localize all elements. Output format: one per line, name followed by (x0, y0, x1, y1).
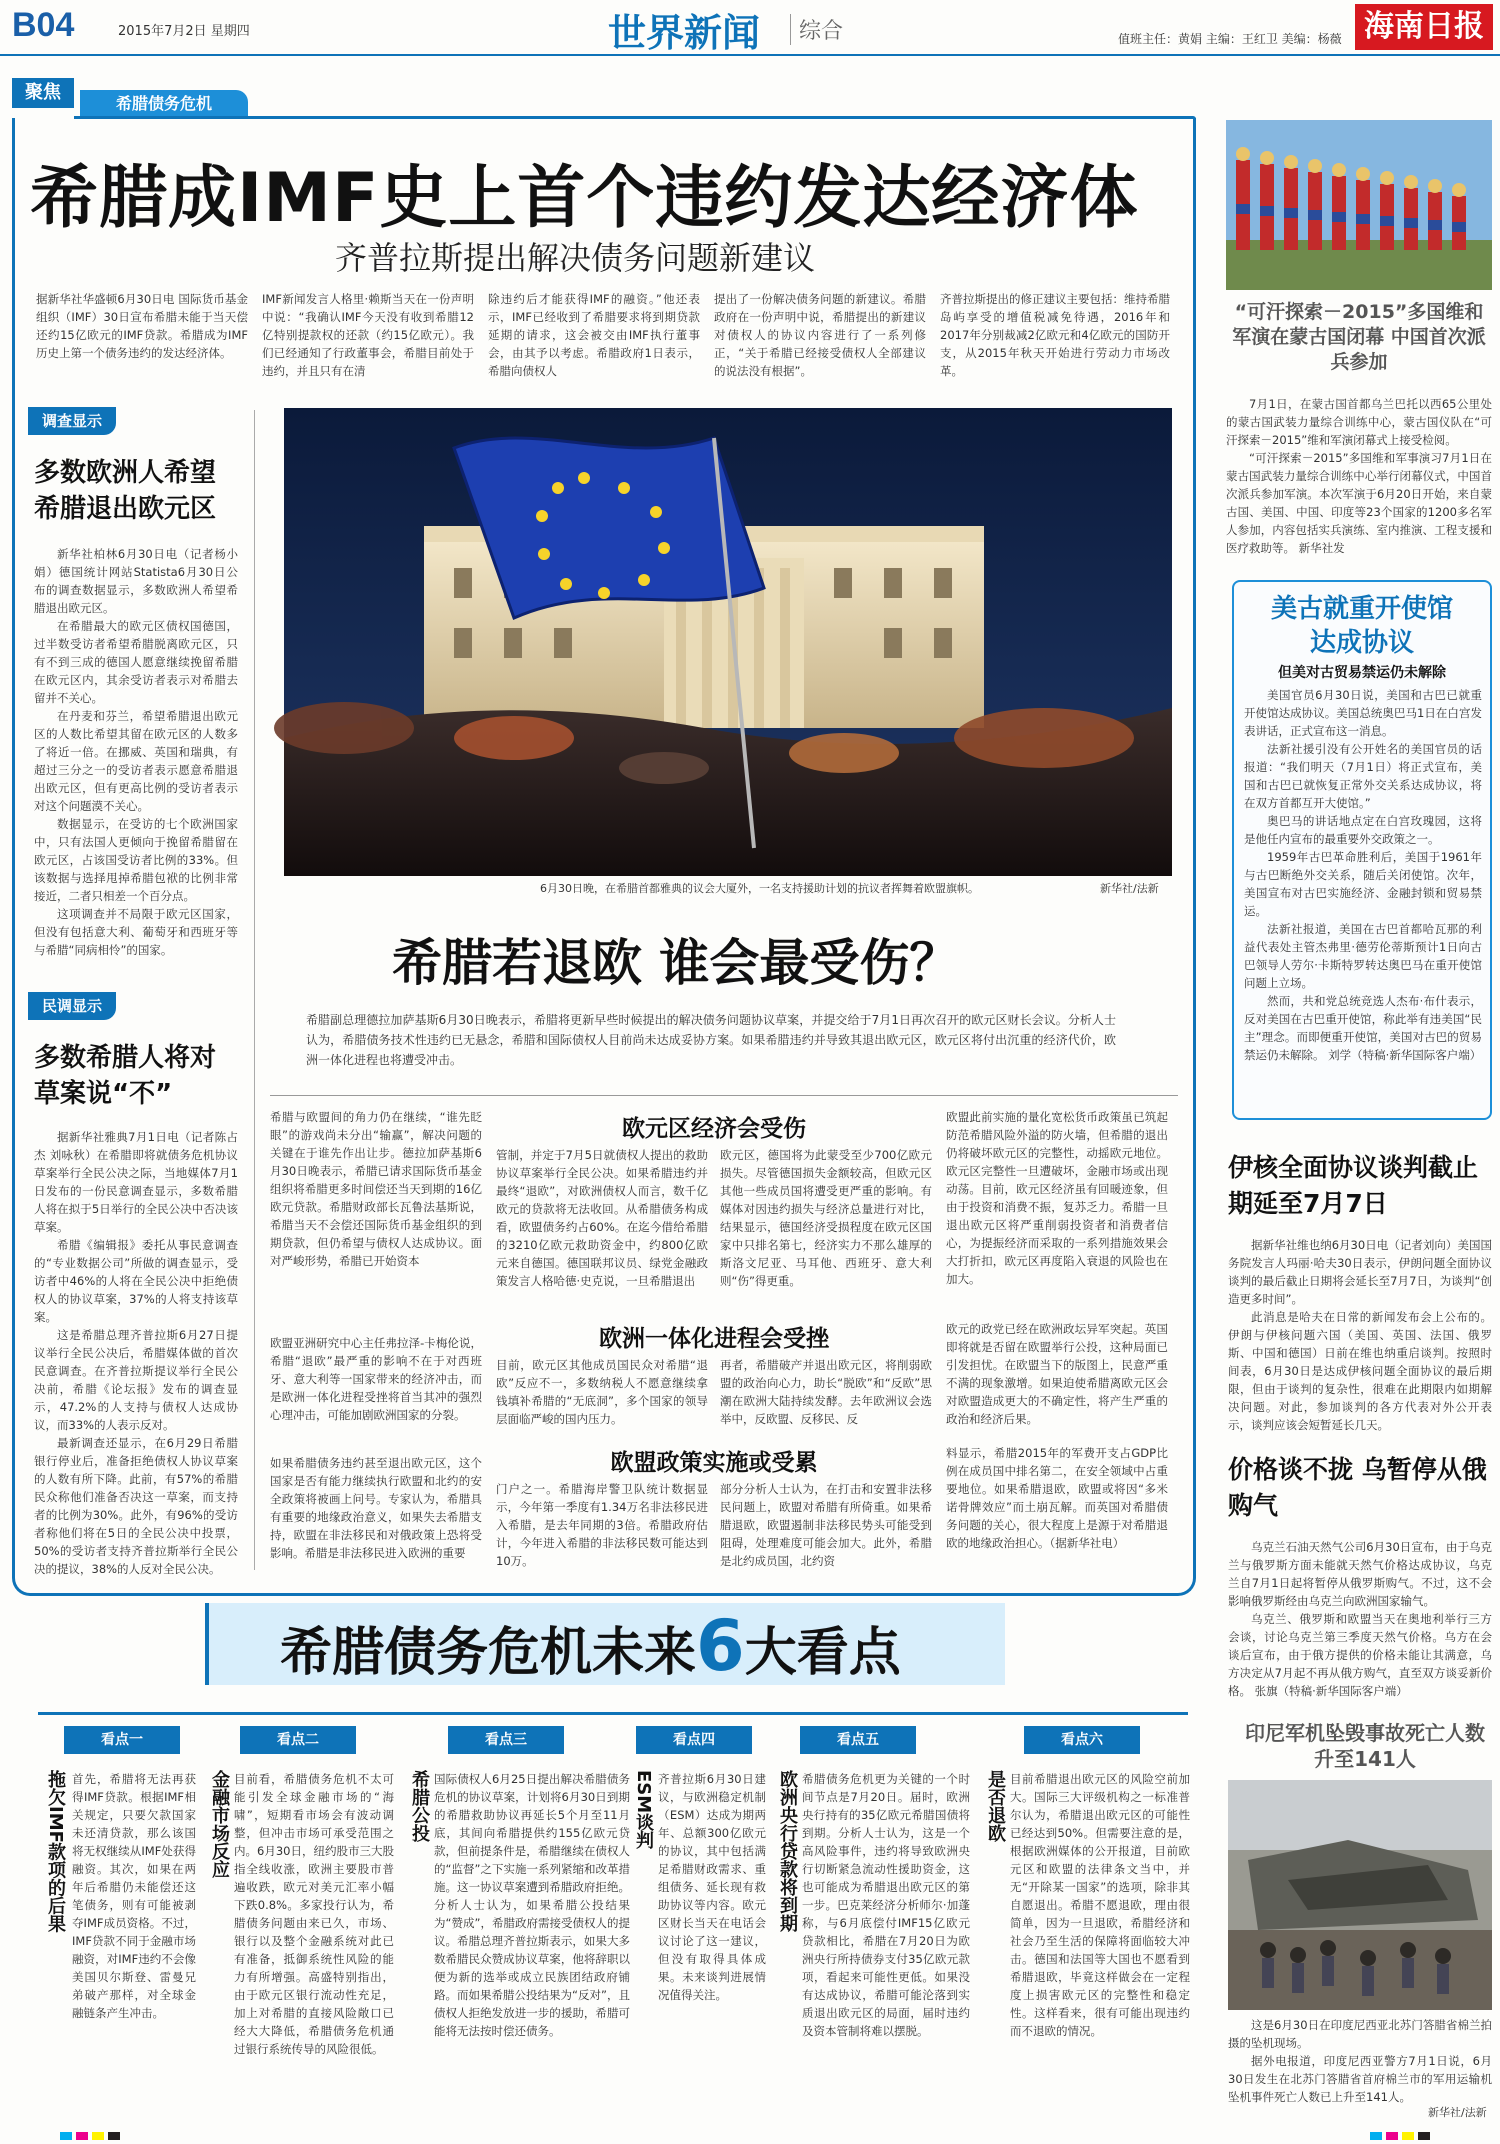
military-parade-photo (1226, 120, 1492, 290)
main-photo-caption: 6月30日晚，在希腊首都雅典的议会大厦外，一名支持援助计划的抗议者挥舞着欧盟旗帜。 (540, 882, 979, 895)
impact-col-3: 欧元区，德国将为此蒙受至少700亿欧元损失。尽管德国损失金额较高，但欧元区其他一些成员国将遭受更严重的影响。有媒体对因违约损失与经济总量进行对比，结果显示，德国经济受损程度在欧元区国家中只排名第七，经济实力不那么雄厚的斯洛文尼亚、马耳他、西班牙、意大利则“伤”得更重。 (720, 1148, 932, 1288)
mongolia-title: “可汗探索－2015”多国维和军演在蒙古国闭幕 中国首次派兵参加 (1232, 301, 1486, 373)
poll-label: 民调显示 (28, 992, 116, 1020)
outlook-title: 希腊债务危机未来6大看点 (280, 1605, 901, 1687)
outlook-point-4-label: 看点四 (636, 1726, 752, 1754)
impact-col-5: 欧盟亚洲研究中心主任弗拉泽-卡梅伦说，希腊“退欧”最严重的影响不在于对西班牙、意大利等一国家带来的经济冲击，而是欧洲一体化进程受挫将首当其冲的强烈心理冲击，可能加剧欧洲国家的分裂。 (270, 1336, 482, 1422)
impact-col-9: 如果希腊债务违约甚至退出欧元区，这个国家是否有能力继续执行欧盟和北约的安全政策将被画上问号。专家认为，希腊具有重要的地缘政治意义，如果失去希腊支持，欧盟在非法移民和对俄政策上恐将受影响。希腊是非法移民进入欧洲的重要 (270, 1456, 482, 1560)
impact-col-11: 部分分析人士认为，在打击和安置非法移民问题上，欧盟对希腊有所倚重。如果希腊退欧，欧盟遏制非法移民势头可能受到阻碍，处理难度可能会加大。此外，希腊是北约成员国，北约资 (720, 1482, 932, 1568)
impact-subhead-3: 欧盟政策实施或受累 (610, 1450, 818, 1476)
intro-col-2: IMF新闻发言人格里·赖斯当天在一份声明中说：“我确认IMF今天没有收到希腊12亿特别提款权的还款（约15亿欧元）。我们已经通知了行政董事会，希腊目前处于违约，并且只有在清 (262, 292, 474, 378)
outlook-point-3-text: 国际债权人6月25日提出解决希腊债务危机的协议草案，计划将6月30日到期的希腊救助协议再延长5个月至11月底，其间向希腊提供约155亿欧元贷款，但前提条件是，希腊继续在债权人的“监督”之下实施一系列紧缩和改革措施。这一协议草案遭到希腊政府拒绝。分析人士认为，如果希腊公投结果为“赞成”，希腊政府需接受债权人的提议。希腊总理齐普拉斯表示，如果大多数希腊民众赞成协议草案，他将辞职以便为新的选举或成立民族团结政府铺路。而如果希腊公投结果为“反对”，且债权人拒绝发放进一步的援助，希腊可能将无法按时偿还债务。 (434, 1772, 630, 2038)
editors: 值班主任：黄娟 主编：王红卫 美编：杨薇 (1118, 32, 1342, 46)
page-header (0, 0, 1500, 56)
impact-col-4: 欧盟此前实施的量化宽松货币政策虽已筑起防范希腊风险外溢的防火墙，但希腊的退出仍将破坏欧元区的完整性，动摇欧元地位。欧元区完整性一旦遭破坏，金融市场或出现动荡。目前，欧元区经济虽有回暖迹象，但由于投资和消费不振，复苏乏力。希腊一旦退出欧元区将严重削弱投资者和消费者信心，为提振经济而采取的一系列措施效果会大打折扣，欧元区再度陷入衰退的风险也在加大。 (946, 1110, 1168, 1286)
print-marks (0, 2122, 1500, 2137)
survey-title: 多数欧洲人希望希腊退出欧元区 (34, 458, 217, 524)
crash-site-photo (1228, 1780, 1492, 2010)
crash-title: 印尼军机坠毁事故死亡人数升至141人 (1245, 1721, 1485, 1771)
color-bar-right (1370, 2125, 1434, 2144)
main-photo (284, 408, 1172, 876)
outlook-point-3-label: 看点三 (448, 1726, 564, 1754)
main-headline: 希腊成IMF史上首个违约发达经济体 (30, 159, 1139, 238)
outlook-point-1-text: 首先，希腊将无法再获得IMF贷款。根据IMF相关规定，只要欠款国家未还清贷款，那么该国将无权继续从IMF处获得融资。其次，如果在两年后希腊仍未能偿还这笔债务，则有可能被剥夺IMF成员资格。不过，IMF贷款不同于金融市场融资，对IMF违约不会像美国贝尔斯登、雷曼兄弟破产那样，对全球金融链条产生冲击。 (72, 1772, 196, 2020)
outlook-point-2-text: 目前看，希腊债务危机不太可能引发全球金融市场的“海啸”，短期看市场会有波动调整，但冲击市场可承受范围之内。6月30日，纽约股市三大股指全线收涨，欧洲主要股市普遍收跌，欧元对美元汇率小幅下跌0.8%。多家投行认为，希腊债务问题由来已久，市场、银行以及整个金融系统对此已有准备，抵御系统性风险的能力有所增强。高盛特别指出，由于欧元区银行流动性充足，加上对希腊的直接风险敞口已经大大降低，希腊债务危机通过银行系统传导的风险很低。 (234, 1772, 394, 2056)
impact-col-12: 料显示，希腊2015年的军费开支占GDP比例在成员国中排名第二，在安全领域中占重要地位。如果希腊退欧，欧盟或将因“多米诺骨牌效应”而土崩瓦解。而英国对希腊债务问题的关心，很大程度上是源于对希腊退欧的地缘政治担心。（据新华社电） (946, 1446, 1168, 1550)
mongolia-photo (1226, 120, 1492, 290)
cuba-subtitle: 但美对古贸易禁运仍未解除 (1278, 665, 1446, 681)
impact-col-1: 希腊与欧盟间的角力仍在继续，“谁先眨眼”的游戏尚未分出“输赢”，解决问题的关键在于谁先作出让步。德拉加萨基斯6月30日晚表示，希腊已请求国际货币基金组织将希腊更多时间偿还当天到期的16亿欧元贷款。希腊财政部长瓦鲁法基斯说，希腊当天不会偿还国际货币基金组织的到期贷款，但仍希望与债权人达成协议。面对严峻形势，希腊已开始资本 (270, 1110, 482, 1268)
main-photo-credit: 新华社/法新 (1100, 882, 1159, 895)
impact-col-10: 门户之一。希腊海岸警卫队统计数据显示，今年第一季度有1.34万名非法移民进入希腊，是去年同期的3倍。希腊政府估计，今年进入希腊的非法移民数可能达到10万。 (496, 1482, 708, 1568)
page-date: 2015年7月2日 星期四 (118, 24, 250, 39)
outlook-point-5-text: 希腊债务危机更为关键的一个时间节点是7月20日。届时，欧洲央行持有的35亿欧元希腊国债将到期。分析人士认为，这是一个高风险事件，违约将导致欧洲央行切断紧急流动性援助资金，这也可能成为希腊退出欧元区的第一步。巴克莱经济分析师尔·加蓬称，与6月底偿付IMF15亿欧元贷款相比，希腊在7月20日为欧洲央行所持债券支付35亿欧元款项，看起来可能性更低。如果没有达成协议，希腊可能沦落到实质退出欧元区的局面，届时违约及资本管制将难以摆脱。 (802, 1772, 970, 2038)
section-title: 世界新闻 (608, 11, 761, 55)
impact-col-6: 目前，欧元区其他成员国民众对希腊“退欧”反应不一，多数纳税人不愿意继续拿钱填补希腊的“无底洞”，多个国家的领导层面临严峻的国内压力。 (496, 1358, 708, 1426)
crash-body: 这是6月30日在印度尼西亚北苏门答腊省棉兰拍摄的坠机现场。 据外电报道，印度尼西亚警方7月1日说，6月30日发生在北苏门答腊省首府棉兰市的军用运输机坠机事件死亡人数已上升至141人。 (1228, 2018, 1492, 2104)
survey-label: 调查显示 (28, 407, 116, 435)
newspaper-logo: 海南日报 (1355, 4, 1493, 50)
intro-col-4: 提出了一份解决债务问题的新建议。希腊政府在一份声明中说，希腊提出的新建议对债权人的协议内容进行了一系列修正，“关于希腊已经接受债权人全部建议的说法没有根据”。 (714, 292, 926, 378)
column-divider (254, 410, 255, 1570)
color-bar-left (60, 2125, 124, 2144)
outlook-point-4-title: ESM谈判 (633, 1770, 654, 1850)
outlook-point-1-label: 看点一 (64, 1726, 180, 1754)
iran-body: 据新华社维也纳6月30日电（记者刘向）美国国务院发言人玛丽·哈夫30日表示，伊朗问题全面协议谈判的最后截止日期将会延长至7月7日，为谈判“创造更多时间”。 此消息是哈夫在日常的新闻发布会上公布的。伊朗与伊核问题六国（美国、英国、法国、俄罗斯、中国和德国）日前在维也纳重启谈判。按照时间表，6月30日是达成伊核问题全面协议的最后期限，但由于谈判的复杂性，很难在此期限内如期解决问题。对此，参加谈判的各方代表对外公开表示，谈判应该会短暂延长几天。 (1228, 1238, 1492, 1432)
cuba-body: 美国官员6月30日说，美国和古巴已就重开使馆达成协议。美国总统奥巴马1日在白宫发表讲话，正式宣布这一消息。 法新社援引没有公开姓名的美国官员的话报道：“我们明天（7月1日）将正式宣布，美国和古巴已就恢复正常外交关系达成协议，将在双方首都互开大使馆。” 奥巴马的讲话地点定在白宫玫瑰园，这将是他任内宣布的最重要外交政策之一。 1959年古巴革命胜利后，美国于1961年与古巴断绝外交关系，随后关闭使馆。次年，美国宣布对古巴实施经济、金融封锁和贸易禁运。 法新社报道，美国在古巴首都哈瓦那的利益代表处主管杰弗里·德劳伦蒂斯预计1日向古巴领导人劳尔·卡斯特罗转达奥巴马在重开使馆问题上立场。 然而，共和党总统竞选人杰布·布什表示，反对美国在古巴重开使馆，称此举有违美国“民主”理念。而即便重开使馆，美国对古巴的贸易禁运仍未解除。 刘学（特稿·新华国际客户端） (1244, 688, 1482, 1062)
outlook-point-3-title: 希腊公投 (409, 1770, 430, 1842)
cuba-title-1: 美古就重开使馆 (1270, 594, 1453, 624)
focus-label: 希腊债务危机 (80, 90, 248, 118)
mongolia-body: 7月1日，在蒙古国首都乌兰巴托以西65公里处的蒙古国武装力量综合训练中心，蒙古国仪队在“可汗探索－2015”维和军演闭幕式上接受检阅。 “可汗探索－2015”多国维和军事演习7月1日在蒙古国武装力量综合训练中心举行闭幕仪式，中国首次派兵参加军演。本次军演于6月20日开始，来自蒙古国、美国、中国、印度等23个国家的1200多名军人参加，内容包括实兵演练、室内推演、工程支援和医疗救助等。 新华社发 (1226, 397, 1492, 555)
outlook-point-5-label: 看点五 (800, 1726, 916, 1754)
outlook-point-6-title: 是否退欧 (985, 1770, 1006, 1842)
poll-body: 据新华社雅典7月1日电（记者陈占杰 刘咏秋）在希腊即将就债务危机协议草案举行全民公决之际，当地媒体7月1日发布的一份民意调查显示，多数希腊人将在拟于5日举行的全民公决中否决该草案。 希腊《编辑报》委托从事民意调查的“专业数据公司”所做的调查显示，受访者中46%的人将在全民公决中拒绝债权人的协议草案，37%的人将支持该草案。 这是希腊总理齐普拉斯6月27日提议举行全民公决后，希腊媒体做的首次民意调查。在齐普拉斯提议举行全民公决前，希腊《论坛报》发布的调查显示，47.2%的人支持与债权人达成协议，而33%的人表示反对。 最新调查还显示，在6月29日希腊银行停业后，准备拒绝债权人协议草案的人数有所下降。此前，有57%的希腊民众称他们准备否决这一草案，而支持者的比例为30%。此外，有96%的受访者称他们将在5日的全民公决中投票，50%的受访者支持齐普拉斯举行全民公决的提议，38%的人反对全民公决。 (34, 1130, 238, 1576)
intro-col-3: 除违约后才能获得IMF的融资。”他还表示，IMF已经收到了希腊要求将到期贷款延期的请求，这会被交由IMF执行董事会，由其予以考虑。希腊政府1日表示，希腊向债权人 (488, 292, 700, 378)
intro-col-1: 据新华社华盛顿6月30日电 国际货币基金组织（IMF）30日宣布希腊未能于当天偿还约15亿欧元的IMF贷款。希腊成为IMF历史上第一个债务违约的发达经济体。 (36, 292, 248, 360)
outlook-point-6-text: 目前希腊退出欧元区的风险空前加大。国际三大评级机构之一标准普尔认为，希腊退出欧元区的可能性已经达到50%。但需要注意的是，根据欧洲媒体的公开报道，目前欧元区和欧盟的法律条文当中，并无“开除某一国家”的选项，除非其自愿退出。希腊不愿退欧，理由很简单，因为一旦退欧，希腊经济和社会乃至生活的保障将面临较大冲击。德国和法国等大国也不愿看到希腊退欧，毕竟这样做会在一定程度上损害欧元区的完整性和稳定性。这样看来，很有可能出现违约而不退欧的情况。 (1010, 1772, 1190, 2038)
iran-title: 伊核全面协议谈判截止期延至7月7日 (1228, 1153, 1479, 1218)
outlook-point-6-label: 看点六 (1024, 1726, 1140, 1754)
outlook-point-1-title: 拖欠IMF款项的后果 (45, 1770, 66, 1933)
outlook-point-4-text: 齐普拉斯6月30日建议，与欧洲稳定机制（ESM）达成为期两年、总额300亿欧元的协议，其中包括满足希腊财政需求、重组债务、延长现有救助协议等内容。欧元区财长当天在电话会议讨论了这一建议，但没有取得具体成果。未来谈判进展情况值得关注。 (658, 1772, 766, 2002)
section-sub: 综合 (790, 14, 843, 45)
impact-title: 希腊若退欧 谁会最受伤？ (392, 934, 960, 992)
intro-col-5: 齐普拉斯提出的修正建议主要包括：维持希腊岛屿享受的增值税减免待遇，2016年和2017年分别裁减2亿欧元和4亿欧元的国防开支，从2015年秋天开始进行劳动力市场改革。 (940, 292, 1170, 378)
outlook-point-2-title: 金融市场反应 (209, 1770, 230, 1878)
cuba-title-2: 达成协议 (1309, 628, 1414, 658)
survey-body: 新华社柏林6月30日电（记者杨小娟）德国统计网站Statista6月30日公布的调查数据显示，多数欧洲人希望希腊退出欧元区。 在希腊最大的欧元区债权国德国，过半数受访者希望希腊脱离欧元区，只有不到三成的德国人愿意继续挽留希腊在欧元区内，其余受访者表示对希腊去留并不关心。 在丹麦和芬兰，希望希腊退出欧元区的人数比希望其留在欧元区的人数多了将近一倍。在挪威、英国和瑞典，有超过三分之一的受访者表示愿意希腊退出欧元区，但有更高比例的受访者表示对这个问题漠不关心。 数据显示，在受访的七个欧洲国家中，只有法国人更倾向于挽留希腊留在欧元区，占该国受访者比例的33%。但该数据与选择甩掉希腊包袱的比例非常接近，二者只相差一个百分点。 这项调查并不局限于欧元区国家，但没有包括意大利、葡萄牙和西班牙等与希腊“同病相怜”的国家。 (34, 547, 238, 957)
crash-credit: 新华社/法新 (1428, 2106, 1487, 2119)
crash-photo (1228, 1780, 1492, 2010)
poll-title: 多数希腊人将对草案说“不” (34, 1043, 217, 1109)
impact-subhead-1: 欧元区经济会受伤 (622, 1116, 806, 1142)
impact-divider (270, 1095, 1178, 1096)
impact-col-8: 欧元的政党已经在欧洲政坛异军突起。英国即将就是否留在欧盟举行公投，这种局面已引发担忧。在欧盟当下的版图上，民意严重不满的现象激增。如果迫使希腊离欧元区会对欧盟造成更大的不确定性，将产生严重的政治和经济后果。 (946, 1322, 1168, 1426)
impact-col-7: 再者，希腊破产并退出欧元区，将削弱欧盟的政治向心力，助长“脱欧”和“反欧”思潮在欧洲大陆持续发酵。去年欧洲议会选举中，反欧盟、反移民、反 (720, 1358, 932, 1426)
impact-subhead-2: 欧洲一体化进程会受挫 (599, 1326, 829, 1352)
impact-lead: 希腊副总理德拉加萨基斯6月30日晚表示，希腊将更新早些时候提出的解决债务问题协议草案，并提交给于7月1日再次召开的欧元区财长会议。分析人士认为，希腊债务技术性违约已无悬念，希腊和国际债权人目前尚未达成妥协方案。如果希腊违约并导致其退出欧元区，欧元区将付出沉重的经济代价，欧洲一体化进程也将遭受冲击。 (306, 1013, 1116, 1067)
outlook-point-5-title: 欧洲央行贷款将到期 (777, 1770, 798, 1932)
ukraine-title: 价格谈不拢 乌暂停从俄购气 (1228, 1455, 1487, 1520)
outlook-point-2-label: 看点二 (240, 1726, 356, 1754)
athens-protest-photo (284, 408, 1172, 876)
impact-col-2: 管制，并定于7月5日就债权人提出的救助协议草案举行全民公决。如果希腊违约并最终“退欧”，对欧洲债权人而言，数千亿欧元的贷款将无法收回。从希腊债务构成看，欧盟债务约占60%。在迄今借给希腊的3210亿欧元救助资金中，约800亿欧元来自德国。德国联邦议员、绿党金融政策发言人格哈德·史克说，一旦希腊退出 (496, 1148, 708, 1288)
main-subhead: 齐普拉斯提出解决债务问题新建议 (335, 239, 816, 277)
ukraine-body: 乌克兰石油天然气公司6月30日宣布，由于乌克兰与俄罗斯方面未能就天然气价格达成协议，乌克兰自7月1日起将暂停从俄罗斯购气。不过，这不会影响俄罗斯经由乌克兰向欧洲国家输气。 乌克兰、俄罗斯和欧盟当天在奥地利举行三方会谈，讨论乌克兰第三季度天然气价格。乌方在会谈后宣布，由于俄方提供的价格未能让其满意，乌方决定从7月起不再从俄方购气，直至双方谈妥新价格。 张旗（特稿·新华国际客户端） (1228, 1540, 1492, 1698)
outlook-timeline (38, 1712, 1188, 1715)
focus-tab: 聚焦 (12, 78, 74, 108)
page-number: B04 (12, 6, 75, 44)
